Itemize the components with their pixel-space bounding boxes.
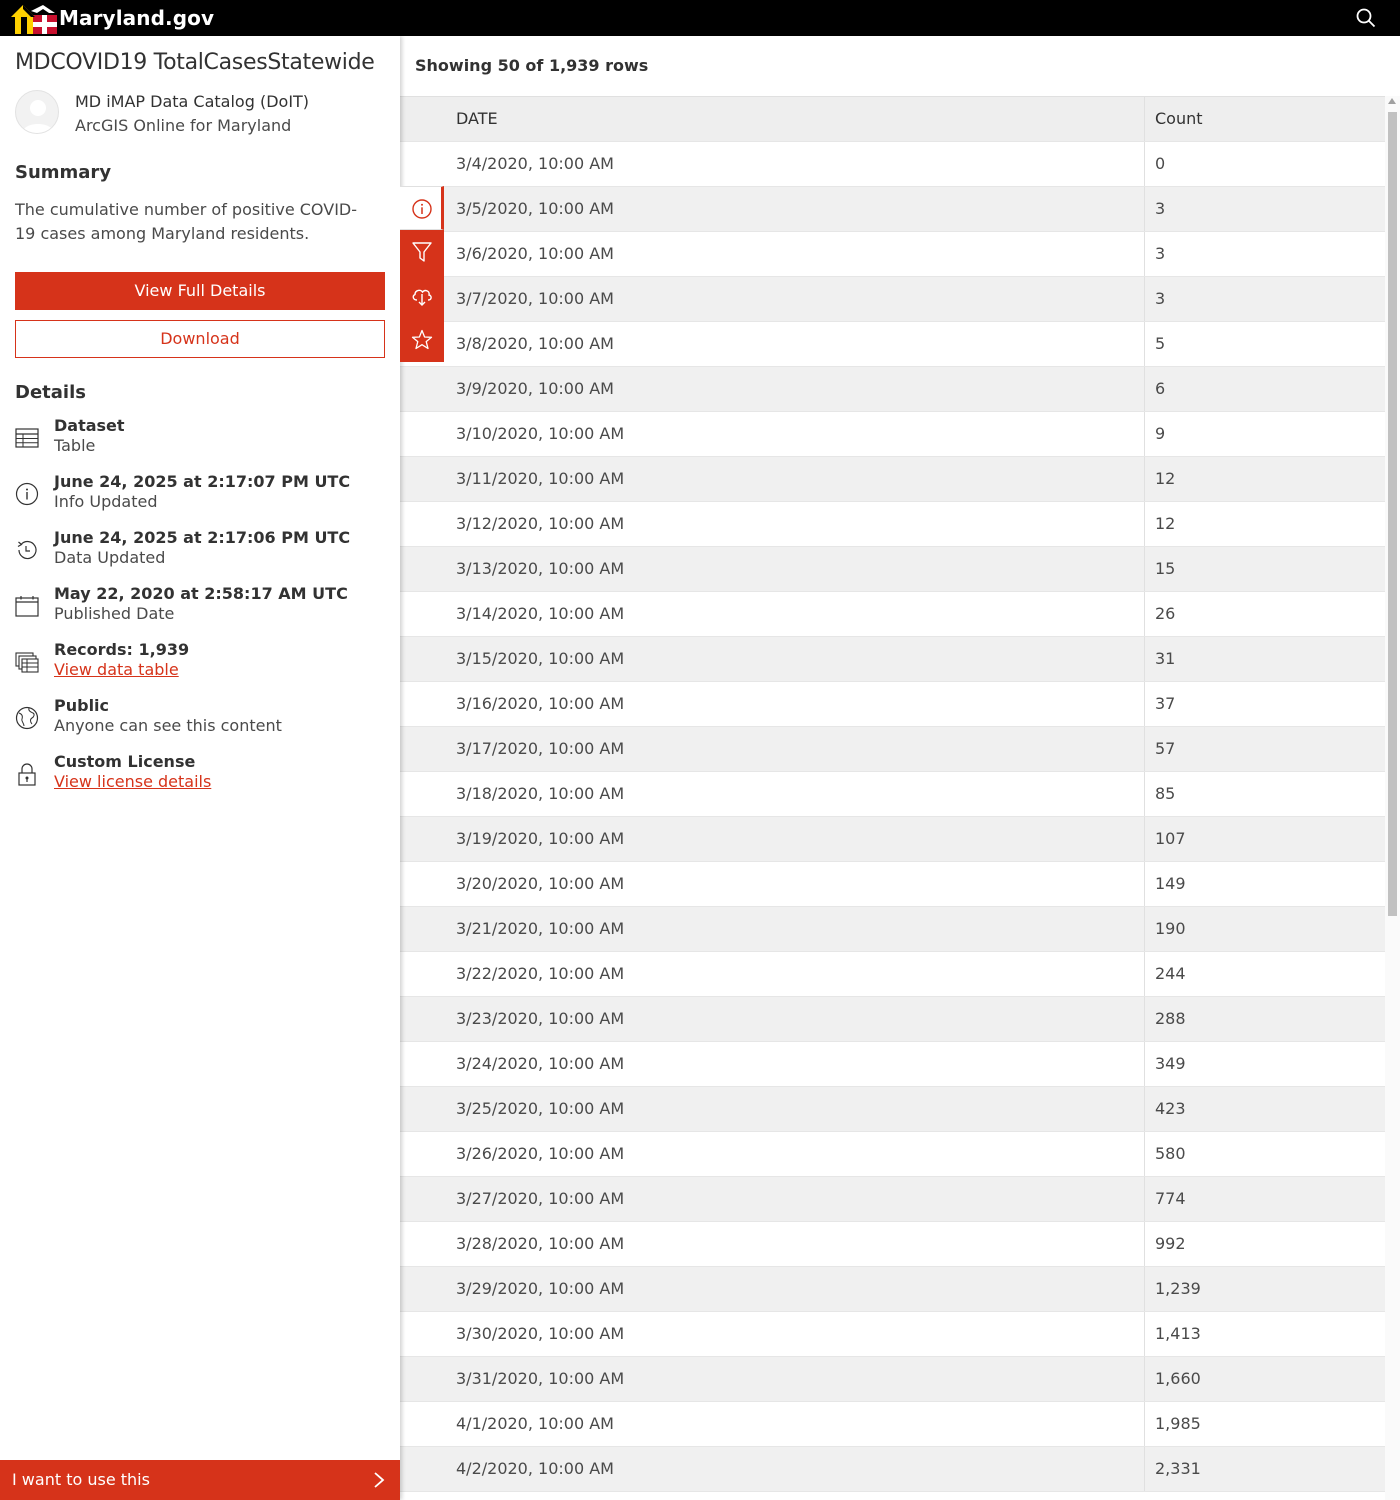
cell-date: 3/16/2020, 10:00 AM [456, 694, 625, 713]
column-divider [1144, 1132, 1145, 1176]
table-row[interactable] [400, 1042, 1385, 1087]
cell-count: 423 [1155, 1099, 1186, 1118]
cell-count: 12 [1155, 514, 1176, 533]
cell-date: 3/4/2020, 10:00 AM [456, 154, 614, 173]
cell-date: 3/7/2020, 10:00 AM [456, 289, 614, 308]
cell-count: 349 [1155, 1054, 1186, 1073]
detail-data-updated [15, 528, 385, 572]
table-row[interactable] [400, 1222, 1385, 1267]
table-row[interactable] [400, 1132, 1385, 1177]
cell-date: 3/29/2020, 10:00 AM [456, 1279, 625, 1298]
column-divider [1144, 997, 1145, 1041]
data-table-panel [400, 36, 1400, 1500]
detail-type-label: Dataset [54, 416, 125, 435]
owner-name: MD iMAP Data Catalog (DoIT) [75, 92, 310, 111]
table-row[interactable] [400, 547, 1385, 592]
table-row[interactable] [400, 232, 1385, 277]
scroll-up-arrow-icon[interactable] [1388, 98, 1396, 104]
column-divider [1144, 277, 1145, 321]
details-heading: Details [15, 382, 86, 403]
column-divider [1144, 1357, 1145, 1401]
table-row[interactable] [400, 412, 1385, 457]
cell-count: 190 [1155, 919, 1186, 938]
maryland-flag-logo-icon[interactable] [9, 3, 57, 34]
table-row[interactable] [400, 907, 1385, 952]
table-row[interactable] [400, 952, 1385, 997]
cell-count: 1,985 [1155, 1414, 1201, 1433]
cell-count: 3 [1155, 244, 1166, 263]
cell-date: 3/18/2020, 10:00 AM [456, 784, 625, 803]
cloud-download-icon [411, 285, 433, 307]
access-level: Public [54, 696, 110, 715]
cell-count: 9 [1155, 424, 1166, 443]
cell-count: 149 [1155, 874, 1186, 893]
column-divider [1144, 682, 1145, 726]
cell-date: 3/21/2020, 10:00 AM [456, 919, 625, 938]
column-divider [1144, 1042, 1145, 1086]
cell-date: 3/9/2020, 10:00 AM [456, 379, 614, 398]
column-divider [1144, 1222, 1145, 1266]
cell-date: 3/14/2020, 10:00 AM [456, 604, 625, 623]
column-divider [1144, 817, 1145, 861]
cell-date: 3/23/2020, 10:00 AM [456, 1009, 625, 1028]
info-icon [15, 482, 39, 506]
column-divider [1144, 952, 1145, 996]
published-date: May 22, 2020 at 2:58:17 AM UTC [54, 584, 348, 603]
cell-count: 0 [1155, 154, 1166, 173]
cell-date: 4/2/2020, 10:00 AM [456, 1459, 614, 1478]
cell-count: 244 [1155, 964, 1186, 983]
brand-name[interactable]: Maryland.gov [59, 6, 215, 30]
cell-count: 85 [1155, 784, 1176, 803]
history-icon [15, 538, 39, 562]
i-want-to-use-this-button[interactable] [0, 1460, 400, 1500]
column-divider [1144, 1267, 1145, 1311]
user-avatar-icon [16, 91, 59, 134]
table-row[interactable] [400, 187, 1385, 232]
table-row[interactable] [400, 142, 1385, 187]
table-row[interactable] [400, 1087, 1385, 1132]
cell-count: 288 [1155, 1009, 1186, 1028]
published-label: Published Date [54, 604, 175, 623]
cell-date: 3/22/2020, 10:00 AM [456, 964, 625, 983]
action-rail [400, 186, 444, 362]
cell-date: 3/28/2020, 10:00 AM [456, 1234, 625, 1253]
cell-date: 3/10/2020, 10:00 AM [456, 424, 625, 443]
filter-icon [411, 241, 433, 263]
view-data-table-link[interactable]: View data table [54, 660, 179, 679]
column-divider [1144, 907, 1145, 951]
table-row[interactable] [400, 772, 1385, 817]
column-divider [1144, 772, 1145, 816]
cell-count: 26 [1155, 604, 1176, 623]
detail-published [15, 584, 385, 628]
detail-records [15, 640, 385, 684]
cell-date: 4/1/2020, 10:00 AM [456, 1414, 614, 1433]
table-header-row [400, 97, 1385, 142]
column-divider [1144, 502, 1145, 546]
cell-count: 774 [1155, 1189, 1186, 1208]
detail-access [15, 696, 385, 740]
column-divider [1144, 637, 1145, 681]
cell-count: 2,331 [1155, 1459, 1201, 1478]
cell-date: 3/12/2020, 10:00 AM [456, 514, 625, 533]
table-row[interactable] [400, 817, 1385, 862]
view-full-details-button[interactable]: View Full Details [15, 272, 385, 310]
cell-count: 3 [1155, 199, 1166, 218]
rail-info-button[interactable] [400, 186, 444, 230]
access-description: Anyone can see this content [54, 716, 282, 735]
cell-date: 3/11/2020, 10:00 AM [456, 469, 625, 488]
column-divider [1144, 862, 1145, 906]
calendar-icon [15, 594, 39, 618]
cell-date: 3/30/2020, 10:00 AM [456, 1324, 625, 1343]
table-row[interactable] [400, 277, 1385, 322]
column-divider [1144, 1087, 1145, 1131]
cell-date: 3/13/2020, 10:00 AM [456, 559, 625, 578]
column-divider [1144, 592, 1145, 636]
column-divider [1144, 1447, 1145, 1491]
cell-count: 31 [1155, 649, 1176, 668]
column-divider [1144, 457, 1145, 501]
table-row[interactable] [400, 1447, 1385, 1492]
column-header-count[interactable]: Count [1155, 109, 1203, 128]
cell-count: 1,413 [1155, 1324, 1201, 1343]
owner-avatar [15, 90, 59, 134]
cell-count: 1,239 [1155, 1279, 1201, 1298]
cell-count: 5 [1155, 334, 1166, 353]
license-type: Custom License [54, 752, 196, 771]
detail-license [15, 752, 385, 796]
column-divider [1144, 547, 1145, 591]
scrollbar-thumb[interactable] [1388, 112, 1397, 916]
cell-date: 3/31/2020, 10:00 AM [456, 1369, 625, 1388]
column-header-date[interactable]: DATE [456, 109, 498, 128]
detail-info-updated [15, 472, 385, 516]
cell-date: 3/27/2020, 10:00 AM [456, 1189, 625, 1208]
cell-count: 37 [1155, 694, 1176, 713]
cell-date: 3/25/2020, 10:00 AM [456, 1099, 625, 1118]
item-info-panel [0, 36, 400, 1500]
rail-filter-button[interactable] [400, 230, 444, 274]
view-license-details-link[interactable]: View license details [54, 772, 212, 791]
table-row[interactable] [400, 457, 1385, 502]
detail-type-value: Table [54, 436, 96, 455]
cell-date: 3/24/2020, 10:00 AM [456, 1054, 625, 1073]
star-icon [411, 329, 433, 351]
summary-text: The cumulative number of positive COVID-19 cases among Maryland residents. [15, 200, 357, 243]
table-row[interactable] [400, 322, 1385, 367]
table-row[interactable] [400, 367, 1385, 412]
table-row[interactable] [400, 1402, 1385, 1447]
rail-download-button[interactable] [400, 274, 444, 318]
column-divider [1144, 187, 1145, 231]
table-row[interactable] [400, 727, 1385, 772]
chevron-right-icon [372, 1472, 386, 1488]
cell-date: 3/19/2020, 10:00 AM [456, 829, 625, 848]
cell-count: 6 [1155, 379, 1166, 398]
cell-count: 107 [1155, 829, 1186, 848]
table-row[interactable] [400, 1357, 1385, 1402]
column-divider [1144, 1312, 1145, 1356]
table-row[interactable] [400, 1267, 1385, 1312]
column-divider [1144, 97, 1145, 141]
table-icon [15, 426, 39, 450]
cell-date: 3/20/2020, 10:00 AM [456, 874, 625, 893]
download-button[interactable]: Download [15, 320, 385, 358]
detail-type [15, 416, 385, 460]
info-updated-date: June 24, 2025 at 2:17:07 PM UTC [54, 472, 351, 491]
cell-date: 3/5/2020, 10:00 AM [456, 199, 614, 218]
column-divider [1144, 727, 1145, 771]
lock-icon [15, 762, 39, 786]
cell-date: 3/8/2020, 10:00 AM [456, 334, 614, 353]
cell-count: 580 [1155, 1144, 1186, 1163]
table-scrollbar[interactable] [1385, 96, 1400, 1500]
column-divider [1144, 367, 1145, 411]
records-count: Records: 1,939 [54, 640, 190, 659]
cell-date: 3/15/2020, 10:00 AM [456, 649, 625, 668]
cell-count: 1,660 [1155, 1369, 1201, 1388]
column-divider [1144, 1402, 1145, 1446]
column-divider [1144, 412, 1145, 456]
records-icon [15, 650, 39, 674]
table-row[interactable] [400, 1312, 1385, 1357]
table-row[interactable] [400, 592, 1385, 637]
table-body [400, 142, 1385, 1492]
cell-count: 12 [1155, 469, 1176, 488]
search-icon[interactable] [1356, 8, 1376, 28]
page-title: MDCOVID19 TotalCasesStatewide [15, 50, 375, 75]
cell-count: 57 [1155, 739, 1176, 758]
column-divider [1144, 1177, 1145, 1221]
org-name: ArcGIS Online for Maryland [75, 116, 292, 135]
table-row[interactable] [400, 502, 1385, 547]
globe-icon [15, 706, 39, 730]
column-divider [1144, 322, 1145, 366]
cell-date: 3/17/2020, 10:00 AM [456, 739, 625, 758]
cell-date: 3/26/2020, 10:00 AM [456, 1144, 625, 1163]
rail-favorite-button[interactable] [400, 318, 444, 362]
table-row[interactable] [400, 682, 1385, 727]
data-updated-label: Data Updated [54, 548, 166, 567]
data-table[interactable] [400, 96, 1385, 1500]
data-updated-date: June 24, 2025 at 2:17:06 PM UTC [54, 528, 351, 547]
info-updated-label: Info Updated [54, 492, 158, 511]
top-bar [0, 0, 1400, 36]
cell-date: 3/6/2020, 10:00 AM [456, 244, 614, 263]
table-row[interactable] [400, 637, 1385, 682]
cell-count: 992 [1155, 1234, 1186, 1253]
summary-heading: Summary [15, 162, 112, 183]
row-count-label: Showing 50 of 1,939 rows [415, 56, 649, 75]
table-row[interactable] [400, 1177, 1385, 1222]
column-divider [1144, 142, 1145, 186]
cta-label: I want to use this [12, 1470, 150, 1489]
table-row[interactable] [400, 862, 1385, 907]
column-divider [1144, 232, 1145, 276]
cell-count: 15 [1155, 559, 1176, 578]
info-icon [411, 198, 433, 220]
cell-count: 3 [1155, 289, 1166, 308]
table-row[interactable] [400, 997, 1385, 1042]
